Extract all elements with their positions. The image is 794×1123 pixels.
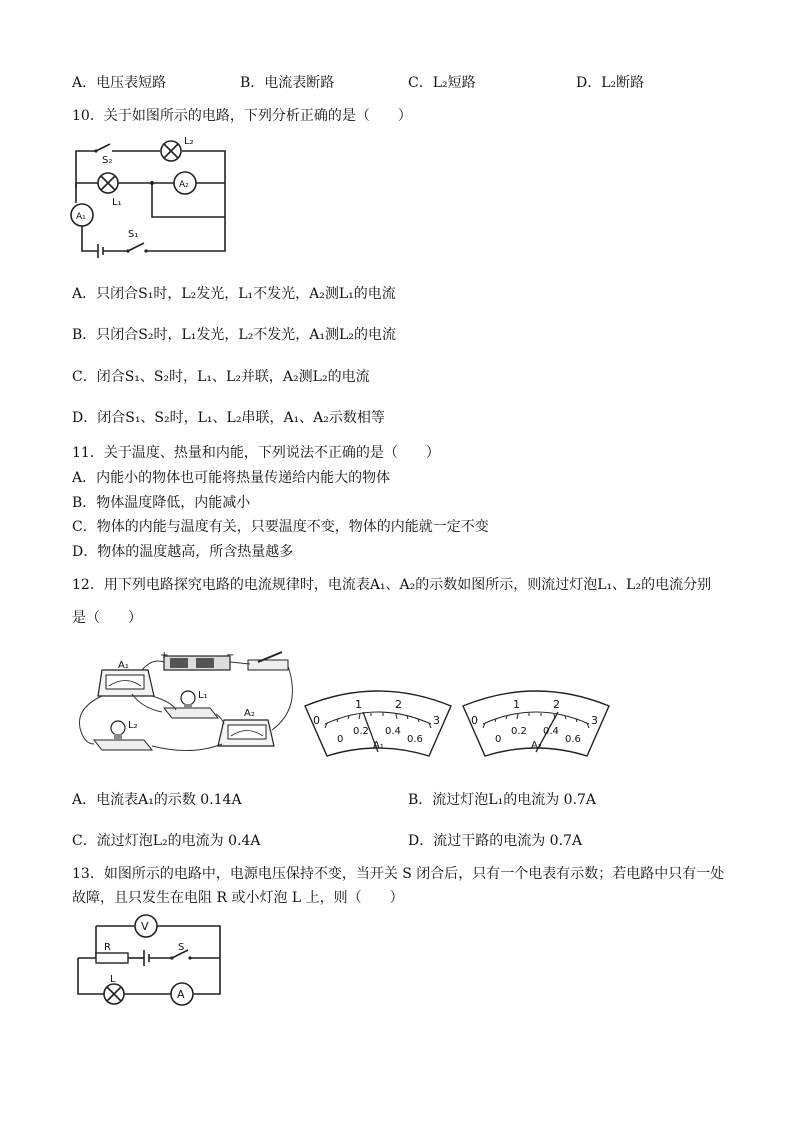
q12-meter-a2-outer-1: 1 (513, 698, 520, 711)
q12-meter-a1 (303, 690, 453, 760)
q10-option-d: D．闭合S₁、S₂时，L₁、L₂串联，A₁、A₂示数相等 (72, 410, 385, 426)
q12-option-a: A．电流表A₁的示数 0.14A (72, 792, 242, 808)
q11-option-a: A．内能小的物体也可能将热量传递给内能大的物体 (72, 470, 391, 486)
q13-label-l: L (110, 974, 116, 985)
q13-label-r: R (104, 942, 111, 953)
q12-photo-label-a2: A₂ (244, 708, 255, 719)
q13-stem-line1: 13．如图所示的电路中，电源电压保持不变，当开关 S 闭合后，只有一个电表有示数；若电路中只有一处 (72, 866, 725, 882)
q12-stem-line1: 12．用下列电路探究电路的电流规律时，电流表A₁、A₂的示数如图所示，则流过灯泡L₁、L₂的电流分别 (72, 577, 712, 593)
q12-apparatus-drawing (72, 648, 298, 760)
q12-meter-a2-inner-1: 0.2 (511, 726, 527, 737)
q12-meter-a2-inner-3: 0.6 (565, 734, 581, 745)
q12-option-d: D．流过干路的电流为 0.7A (408, 833, 583, 849)
q9-option-b: B．电流表断路 (240, 75, 335, 91)
q12-meter-a1-outer-3: 3 (433, 714, 440, 727)
q12-meter-a2-label: A₂ (531, 740, 542, 751)
q9-option-c: C．L₂短路 (408, 75, 476, 91)
q12-meter-a2-inner-2: 0.4 (543, 726, 559, 737)
q12-photo-label-l2: L₂ (128, 720, 138, 731)
q12-photo-minus: − (226, 650, 235, 661)
q11-option-b: B．物体温度降低，内能减小 (72, 495, 251, 511)
q10-stem: 10．关于如图所示的电路，下列分析正确的是（ ） (72, 108, 412, 124)
q12-meter-a2-outer-3: 3 (591, 714, 598, 727)
q12-photo-plus: + (160, 650, 169, 661)
q11-option-d: D．物体的温度越高，所含热量越多 (72, 544, 294, 560)
q13-label-a: A (177, 988, 185, 1001)
q12-option-c: C．流过灯泡L₂的电流为 0.4A (72, 833, 261, 849)
q12-stem-line2: 是（ ） (72, 610, 142, 626)
q12-meter-a1-outer-0: 0 (313, 714, 320, 727)
q13-label-v: V (141, 920, 149, 933)
q12-meter-a2-outer-2: 2 (553, 698, 560, 711)
q11-stem: 11．关于温度、热量和内能，下列说法不正确的是（ ） (72, 445, 440, 461)
q9-option-d: D．L₂断路 (576, 75, 645, 91)
q10-label-l1: L₁ (112, 197, 122, 208)
q10-label-a1: A₁ (76, 212, 86, 222)
q12-meter-a1-label: A₁ (373, 740, 384, 751)
q10-label-l2: L₂ (184, 136, 194, 147)
q9-option-a: A．电压表短路 (72, 75, 167, 91)
q10-option-c: C．闭合S₁、S₂时，L₁、L₂并联，A₂测L₂的电流 (72, 369, 370, 385)
q12-meter-a1-inner-0: 0 (337, 734, 344, 745)
q13-stem-line2: 故障，且只发生在电阻 R 或小灯泡 L 上，则（ ） (72, 890, 404, 906)
q12-option-b: B．流过灯泡L₁的电流为 0.7A (408, 792, 597, 808)
q10-option-b: B．只闭合S₂时，L₁发光，L₂不发光，A₁测L₂的电流 (72, 327, 396, 343)
q12-meter-a1-inner-3: 0.6 (407, 734, 423, 745)
q12-meter-a2 (461, 690, 611, 760)
q12-photo-label-a1: A₁ (118, 660, 129, 671)
q13-label-s: S (178, 942, 185, 953)
q11-option-c: C．物体的内能与温度有关，只要温度不变，物体的内能就一定不变 (72, 519, 489, 535)
q12-meter-a1-inner-2: 0.4 (385, 726, 401, 737)
q12-photo-label-l1: L₁ (198, 690, 208, 701)
q12-meter-a1-inner-1: 0.2 (353, 726, 369, 737)
q10-label-s2: S₂ (102, 155, 113, 166)
q10-option-a: A．只闭合S₁时，L₂发光，L₁不发光，A₂测L₁的电流 (72, 286, 396, 302)
q10-circuit-diagram (70, 133, 230, 255)
q12-meter-a1-outer-2: 2 (395, 698, 402, 711)
q13-circuit-diagram (76, 912, 222, 1002)
q12-meter-a2-inner-0: 0 (495, 734, 502, 745)
q10-label-s1: S₁ (128, 229, 139, 240)
q10-label-a2: A₂ (179, 180, 189, 190)
q12-meter-a2-outer-0: 0 (471, 714, 478, 727)
q12-meter-a1-outer-1: 1 (355, 698, 362, 711)
